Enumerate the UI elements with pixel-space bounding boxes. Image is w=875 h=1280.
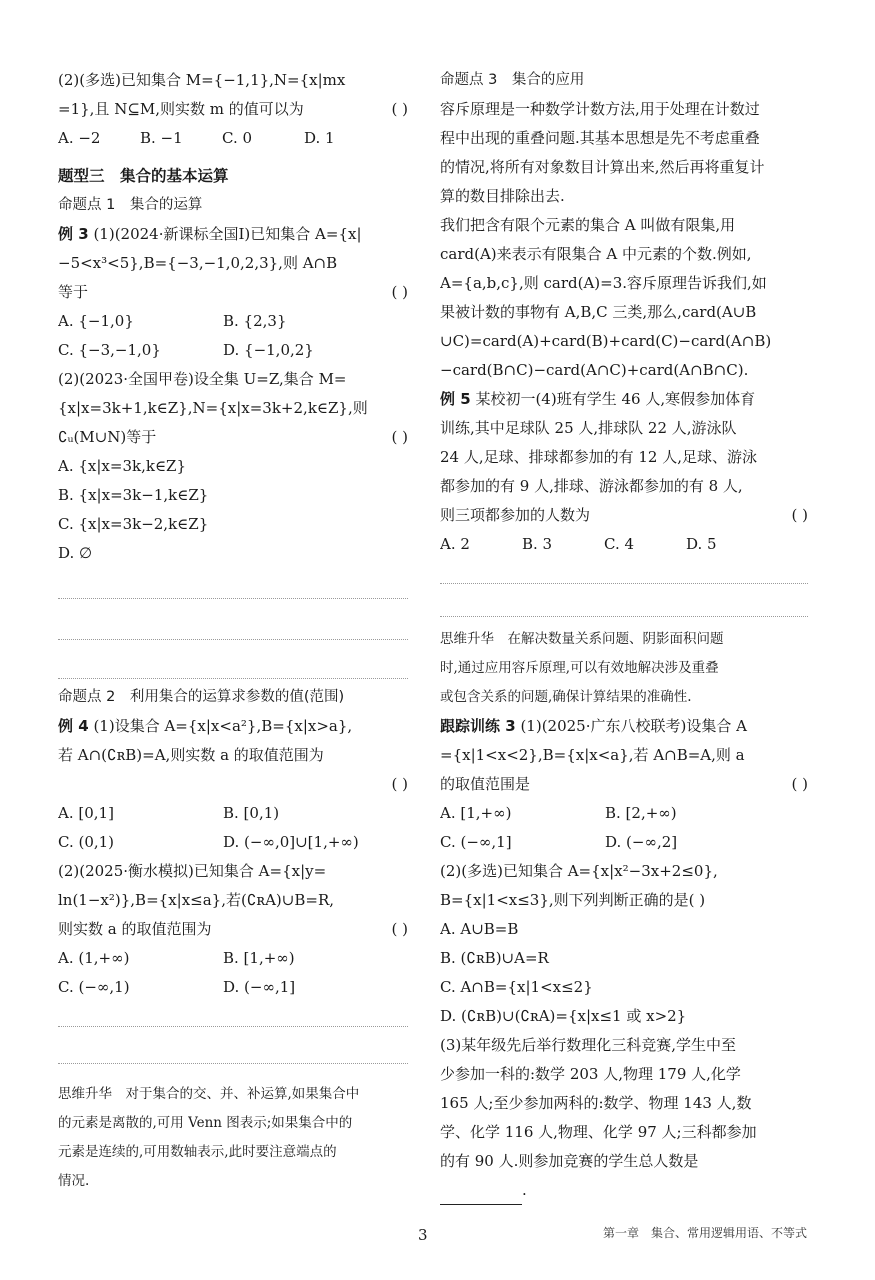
right-column <box>440 66 808 1205</box>
think-line2: 的元素是离散的,可用 Venn 图表示;如果集合中的 <box>58 1115 353 1131</box>
ex5-line2: 训练,其中足球队 25 人,排球队 22 人,游泳队 <box>440 419 737 437</box>
track-options-row2 <box>440 828 808 857</box>
track-part3-line1: (3)某年级先后举行数理化三科竞赛,学生中至 <box>440 1036 737 1054</box>
page-number: 3 <box>418 1226 428 1244</box>
track-part2-option-c: C. A∩B={x|1<x≤2} <box>440 978 593 996</box>
ex5-line1 <box>440 385 808 414</box>
ex3-label: 例 3 <box>58 225 89 243</box>
card-line5: ∪C)=card(A)+card(B)+card(C)−card(A∩B) <box>440 332 772 350</box>
ex3-text3: 等于 <box>58 283 89 301</box>
ex5-text5: 则三项都参加的人数为 <box>440 506 591 524</box>
track-part3-line4: 学、化学 116 人,物理、化学 97 人;三科都参加 <box>440 1123 757 1141</box>
think-line3: 元素是连续的,可用数轴表示,此时要注意端点的 <box>58 1144 337 1160</box>
ex4-line3 <box>58 770 408 799</box>
ex5-line5 <box>440 501 808 530</box>
q2-options <box>58 124 408 153</box>
option-a: A. −2 <box>58 129 101 147</box>
option-a: A. [1,+∞) <box>440 804 512 822</box>
think-line2: 时,通过应用容斥原理,可以有效地解决涉及重叠 <box>440 660 719 676</box>
option-d: D. (−∞,2] <box>605 833 678 851</box>
option-c: C. {−3,−1,0} <box>58 341 161 359</box>
topic-3-title: 命题点 3 集合的应用 <box>440 72 585 88</box>
track-part3-line5: 的有 90 人.则参加竞赛的学生总人数是 <box>440 1152 699 1170</box>
ex3-line1 <box>58 220 408 249</box>
track-part2-line2: B={x|1<x≤3},则下列判断正确的是( ) <box>440 891 706 909</box>
ex4-part2-line2: ln(1−x²)},B={x|x≤a},若(∁ʀA)∪B=R, <box>58 891 335 909</box>
ex4-part2-text3: 则实数 a 的取值范围为 <box>58 920 212 938</box>
option-b: B. −1 <box>140 129 183 147</box>
card-line1: 我们把含有限个元素的集合 A 叫做有限集,用 <box>440 216 736 234</box>
answer-blank[interactable] <box>440 1186 522 1205</box>
ex3-options-row1 <box>58 307 408 336</box>
ex3-part2-option-d: D. ∅ <box>58 544 93 562</box>
ex5-line4: 都参加的有 9 人,排球、游泳都参加的有 8 人, <box>440 477 743 495</box>
option-d: D. 1 <box>304 129 335 147</box>
chapter-footer: 第一章 集合、常用逻辑用语、不等式 <box>602 1226 807 1240</box>
ex5-answer-paren: ( ) <box>791 506 808 524</box>
option-b: B. [0,1) <box>223 804 280 822</box>
ex4-text1: (1)设集合 A={x|x<a²},B={x|x>a}, <box>93 717 353 735</box>
ex4-line1 <box>58 712 408 741</box>
track-options-row1 <box>440 799 808 828</box>
intro-line3: 的情况,将所有对象数目计算出来,然后再将重复计 <box>440 158 765 176</box>
option-b: B. {2,3} <box>223 312 287 330</box>
track-label: 跟踪训练 3 <box>440 717 516 735</box>
ex5-label: 例 5 <box>440 390 471 408</box>
intro-line2: 程中出现的重叠问题.其基本思想是先不考虑重叠 <box>440 129 760 147</box>
track-line3 <box>440 770 808 799</box>
ex4-part2-line1: (2)(2025·衡水模拟)已知集合 A={x|y= <box>58 862 327 880</box>
track-part2-option-b: B. (∁ʀB)∪A=R <box>440 949 549 967</box>
option-c: C. (0,1) <box>58 833 115 851</box>
ex4-part2-options-row1 <box>58 944 408 973</box>
card-line2: card(A)来表示有限集合 A 中元素的个数.例如, <box>440 245 752 263</box>
think-line3: 或包含关系的问题,确保计算结果的准确性. <box>440 689 692 705</box>
option-c: C. (−∞,1) <box>58 978 130 996</box>
track-part3-line3: 165 人;至少参加两科的:数学、物理 143 人,数 <box>440 1094 752 1112</box>
card-line3: A={a,b,c},则 card(A)=3.容斥原理告诉我们,如 <box>440 274 767 292</box>
option-a: A. (1,+∞) <box>58 949 130 967</box>
track-part3-line2: 少参加一科的:数学 203 人,物理 179 人,化学 <box>440 1065 741 1083</box>
ex4-answer-paren: ( ) <box>391 775 408 793</box>
track-text3: 的取值范围是 <box>440 775 531 793</box>
ex4-part2-line3 <box>58 915 408 944</box>
ex3-part2-answer-paren: ( ) <box>391 428 408 446</box>
ex4-part2-answer-paren: ( ) <box>391 920 408 938</box>
ex3-text1: (1)(2024·新课标全国Ⅰ)已知集合 A={x| <box>93 225 362 243</box>
card-line6: −card(B∩C)−card(A∩C)+card(A∩B∩C). <box>440 361 749 379</box>
track-text1: (1)(2025·广东八校联考)设集合 A <box>520 717 747 735</box>
ex4-part2-options-row2 <box>58 973 408 1002</box>
period: . <box>522 1181 527 1199</box>
ex3-options-row2 <box>58 336 408 365</box>
option-a: A. [0,1] <box>58 804 114 822</box>
q2-line2 <box>58 95 408 124</box>
ex3-part2-option-b: B. {x|x=3k−1,k∈Z} <box>58 486 209 504</box>
ex4-label: 例 4 <box>58 717 89 735</box>
option-d: D. 5 <box>686 535 717 553</box>
thinking-note-left <box>58 1080 408 1196</box>
ex3-part2-line3 <box>58 423 408 452</box>
option-d: D. (−∞,1] <box>223 978 296 996</box>
ex3-part2-line1: (2)(2023·全国甲卷)设全集 U=Z,集合 M= <box>58 370 347 388</box>
track-part2-line1: (2)(多选)已知集合 A={x|x²−3x+2≤0}, <box>440 862 718 880</box>
section-title: 题型三 集合的基本运算 <box>58 167 229 185</box>
q2-answer-paren: ( ) <box>391 100 408 118</box>
option-c: C. 0 <box>222 129 253 147</box>
ex3-answer-paren: ( ) <box>391 283 408 301</box>
ex5-text1: 某校初一(4)班有学生 46 人,寒假参加体育 <box>475 390 756 408</box>
intro-line4: 算的数目排除出去. <box>440 187 565 205</box>
option-b: B. [2,+∞) <box>605 804 677 822</box>
q2-text: =1},且 N⊆M,则实数 m 的值可以为 <box>58 100 304 118</box>
option-d: D. (−∞,0]∪[1,+∞) <box>223 833 359 851</box>
track-part3-blank-line <box>440 1176 808 1205</box>
ex4-options-row2 <box>58 828 408 857</box>
q2-line1: (2)(多选)已知集合 M={−1,1},N={x|mx <box>58 71 346 89</box>
track-part2-option-d: D. (∁ʀB)∪(∁ʀA)={x|x≤1 或 x>2} <box>440 1007 687 1025</box>
thinking-note-right <box>440 625 808 712</box>
track-part2-option-a: A. A∪B=B <box>440 920 519 938</box>
think-line1: 思维升华 对于集合的交、并、补运算,如果集合中 <box>58 1086 360 1102</box>
ex4-line2: 若 A∩(∁ʀB)=A,则实数 a 的取值范围为 <box>58 746 324 764</box>
ex3-line3 <box>58 278 408 307</box>
track-answer-paren: ( ) <box>791 775 808 793</box>
ex5-options <box>440 530 808 559</box>
ex3-part2-text3: ∁ᵤ(M∪N)等于 <box>58 428 157 446</box>
option-a: A. {−1,0} <box>58 312 134 330</box>
topic-2-title: 命题点 2 利用集合的运算求参数的值(范围) <box>58 689 345 705</box>
intro-line1: 容斥原理是一种数学计数方法,用于处理在计数过 <box>440 100 760 118</box>
left-column <box>58 66 408 1196</box>
ex3-part2-option-a: A. {x|x=3k,k∈Z} <box>58 457 187 475</box>
option-b: B. 3 <box>522 535 553 553</box>
topic-1-title: 命题点 1 集合的运算 <box>58 197 203 213</box>
think-line1: 思维升华 在解决数量关系问题、阴影面积问题 <box>440 631 724 647</box>
ex4-options-row1 <box>58 799 408 828</box>
option-c: C. (−∞,1] <box>440 833 512 851</box>
ex3-part2-option-c: C. {x|x=3k−2,k∈Z} <box>58 515 209 533</box>
think-line4: 情况. <box>58 1173 90 1189</box>
option-a: A. 2 <box>440 535 470 553</box>
option-d: D. {−1,0,2} <box>223 341 314 359</box>
option-c: C. 4 <box>604 535 635 553</box>
ex3-part2-line2: {x|x=3k+1,k∈Z},N={x|x=3k+2,k∈Z},则 <box>58 399 368 417</box>
card-line4: 果被计数的事物有 A,B,C 三类,那么,card(A∪B <box>440 303 757 321</box>
option-b: B. [1,+∞) <box>223 949 295 967</box>
ex3-line2: −5<x³<5},B={−3,−1,0,2,3},则 A∩B <box>58 254 338 272</box>
ex5-line3: 24 人,足球、排球都参加的有 12 人,足球、游泳 <box>440 448 758 466</box>
track-line1 <box>440 712 808 741</box>
track-line2: ={x|1<x<2},B={x|x<a},若 A∩B=A,则 a <box>440 746 745 764</box>
